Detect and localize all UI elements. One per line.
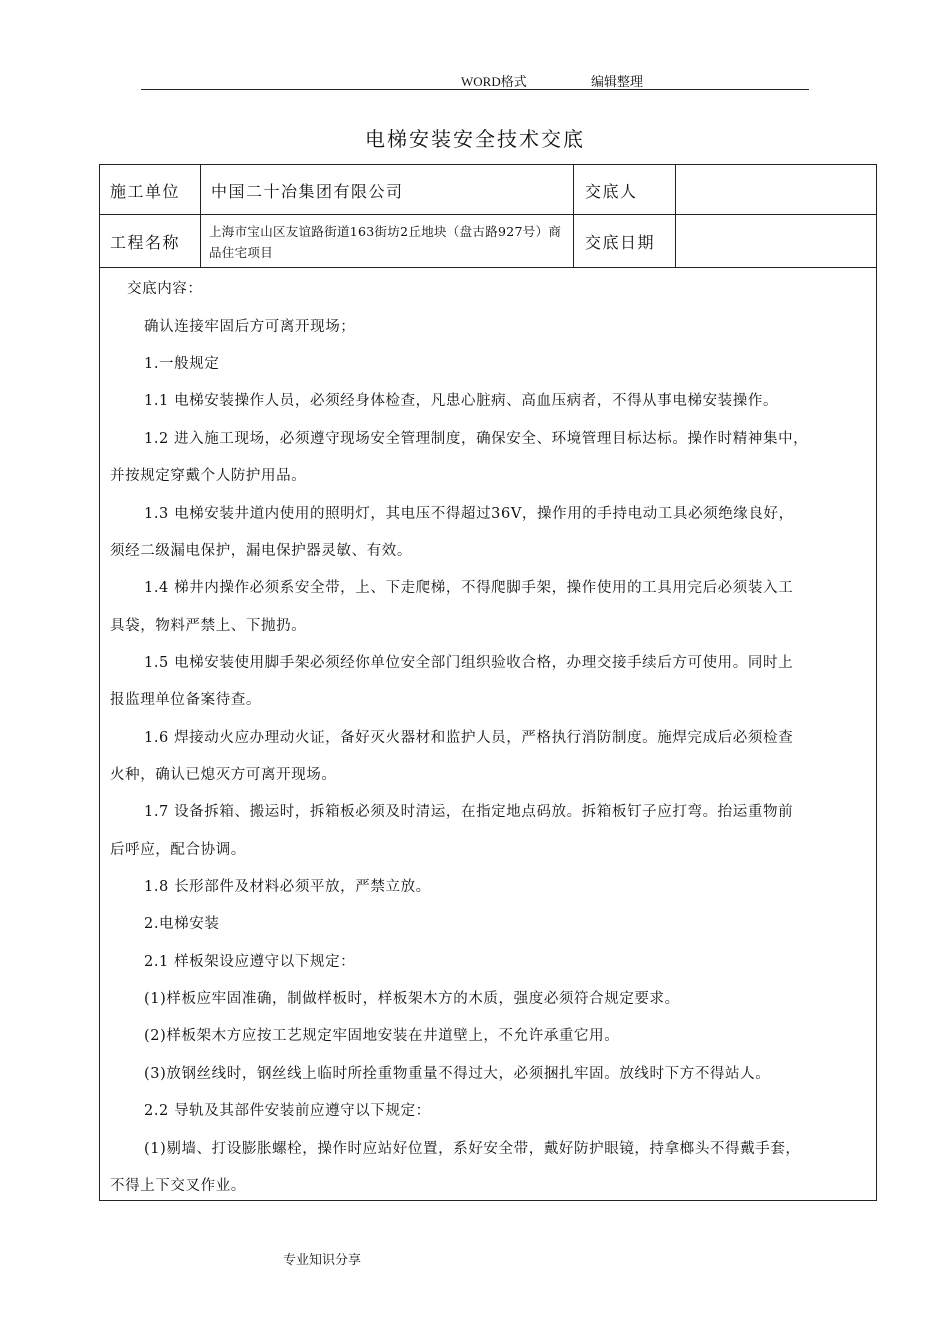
content-line: (2)样板架木方应按工艺规定牢固地安装在井道壁上，不允许承重它用。 xyxy=(144,1028,620,1044)
unit-label-cell xyxy=(100,165,201,214)
briefer-label-cell xyxy=(574,165,676,214)
unit-value: 中国二十冶集团有限公司 xyxy=(211,182,404,201)
content-line: 并按规定穿戴个人防护用品。 xyxy=(110,468,307,484)
page-footer: 专业知识分享 xyxy=(283,1253,362,1268)
content-line: (3)放钢丝线时，钢丝线上临时所拴重物重量不得过大，必须捆扎牢固。放线时下方不得站人。 xyxy=(144,1066,771,1082)
project-value-cell xyxy=(201,214,574,267)
header-format-label: WORD格式 xyxy=(461,74,527,89)
content-line: 报监理单位备案待查。 xyxy=(110,692,261,708)
content-line: 2.1 样板架设应遵守以下规定： xyxy=(144,954,356,970)
date-value-cell xyxy=(676,214,876,267)
content-line: 确认连接牢固后方可离开现场； xyxy=(144,319,356,335)
date-label: 交底日期 xyxy=(585,233,656,252)
content-line: 1.一般规定 xyxy=(144,356,220,372)
content-line: 1.5 电梯安装使用脚手架必须经你单位安全部门组织验收合格，办理交接手续后方可使用。同时上 xyxy=(144,655,794,671)
content-line: 具袋，物料严禁上、下抛扔。 xyxy=(110,618,307,634)
content-line: 1.1 电梯安装操作人员，必须经身体检查，凡患心脏病、高血压病者，不得从事电梯安装操作。 xyxy=(144,393,779,409)
briefer-label: 交底人 xyxy=(585,182,638,201)
project-value: 上海市宝山区友谊路街道163街坊2丘地块（盘古路927号）商品住宅项目 xyxy=(209,224,562,260)
content-line: 1.2 进入施工现场，必须遵守现场安全管理制度，确保安全、环境管理目标达标。操作时精神集中， xyxy=(144,431,809,447)
content-line: 1.3 电梯安装井道内使用的照明灯，其电压不得超过36V，操作用的手持电动工具必须绝缘良好， xyxy=(144,506,794,522)
briefing-form-table xyxy=(99,164,877,1201)
content-line: 后呼应，配合协调。 xyxy=(110,842,246,858)
content-line: 火种，确认已熄灭方可离开现场。 xyxy=(110,767,337,783)
content-line: (1)样板应牢固准确，制做样板时，样板架木方的木质，强度必须符合规定要求。 xyxy=(144,991,680,1007)
table-row-project xyxy=(100,214,876,268)
content-line: 1.6 焊接动火应办理动火证，备好灭火器材和监护人员，严格执行消防制度。施焊完成后必须检查 xyxy=(144,730,794,746)
briefer-value-cell xyxy=(676,165,876,214)
content-line: 1.8 长形部件及材料必须平放，严禁立放。 xyxy=(144,879,431,895)
content-line: 1.4 梯井内操作必须系安全带，上、下走爬梯，不得爬脚手架，操作使用的工具用完后必须装入工 xyxy=(144,580,794,596)
page-header xyxy=(141,70,809,90)
content-line: 须经二级漏电保护，漏电保护器灵敏、有效。 xyxy=(110,543,412,559)
project-label-cell xyxy=(100,214,201,267)
content-line: 1.7 设备拆箱、搬运时，拆箱板必须及时清运，在指定地点码放。拆箱板钉子应打弯。抬运重物前 xyxy=(144,804,794,820)
table-row-unit xyxy=(100,165,876,215)
date-label-cell xyxy=(574,214,676,267)
content-line: 不得上下交叉作业。 xyxy=(110,1178,246,1194)
content-line: 2.电梯安装 xyxy=(144,916,220,932)
document-title: 电梯安装安全技术交底 xyxy=(365,127,585,151)
unit-value-cell xyxy=(201,165,574,214)
content-line: (1)剔墙、打设膨胀螺栓，操作时应站好位置，系好安全带，戴好防护眼镜，持拿榔头不得戴手套， xyxy=(144,1141,801,1157)
project-label: 工程名称 xyxy=(110,233,181,252)
header-edit-label: 编辑整理 xyxy=(591,75,644,90)
content-line: 2.2 导轨及其部件安装前应遵守以下规定： xyxy=(144,1103,431,1119)
unit-label: 施工单位 xyxy=(110,182,181,201)
content-line: 交底内容： xyxy=(127,281,203,297)
